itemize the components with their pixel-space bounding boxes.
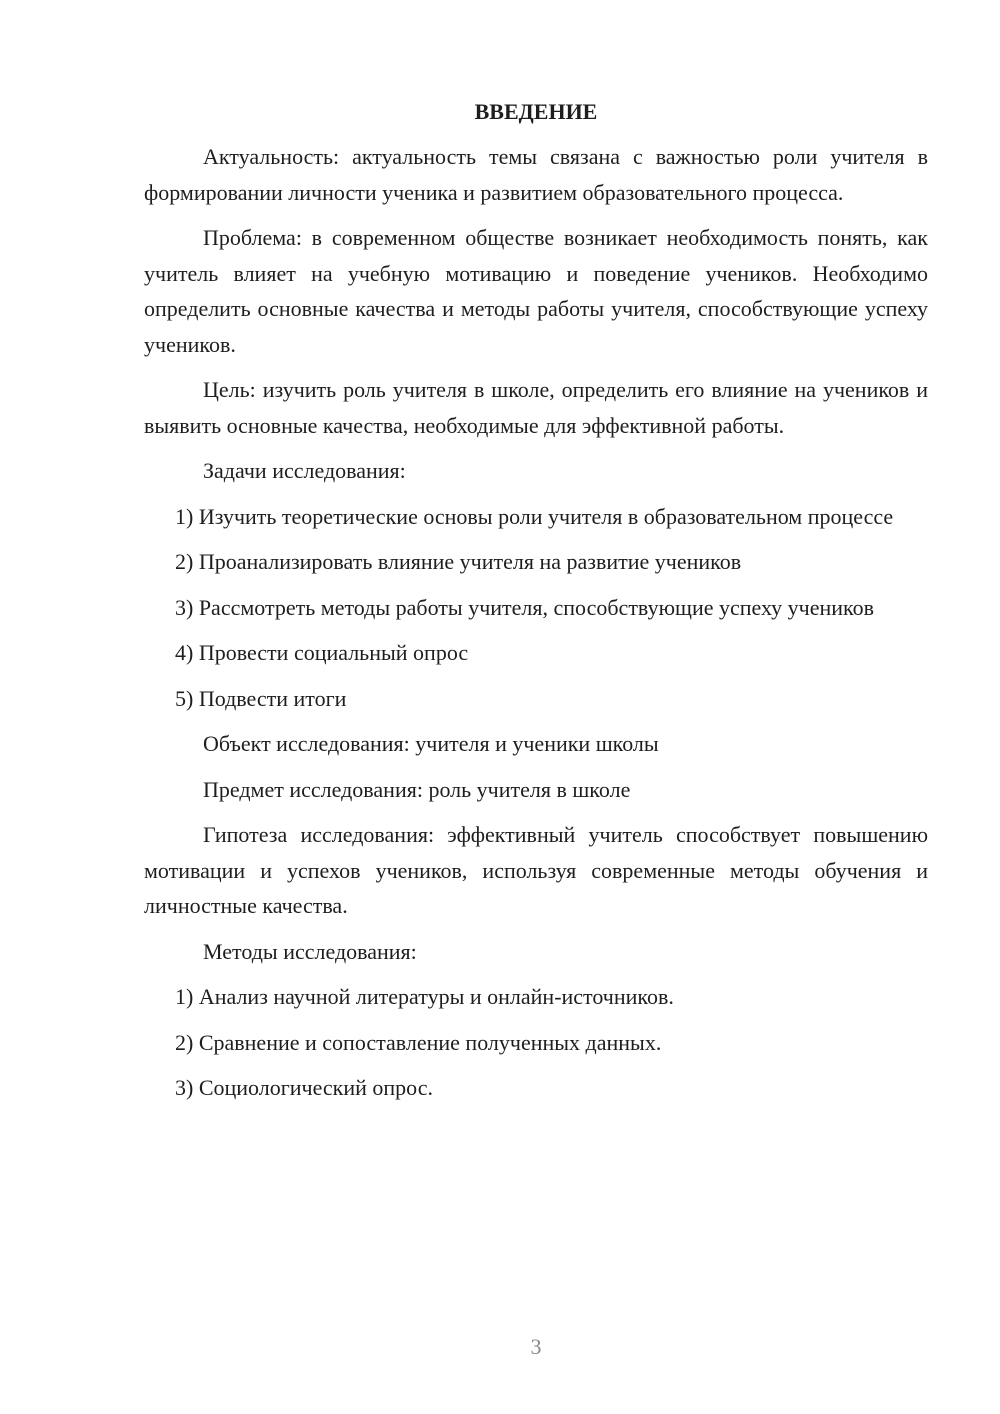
task-item-5: 5) Подвести итоги — [175, 685, 347, 711]
page-number: 3 — [530, 1334, 542, 1359]
object-paragraph: Объект исследования: учителя и ученики школы — [203, 731, 659, 756]
methods-title: Методы исследования: — [203, 938, 417, 964]
task-item-1: 1) Изучить теоретические основы роли учителя в образовательном процессе — [175, 503, 894, 529]
tasks-title: Задачи исследования: — [203, 458, 406, 483]
hypothesis-paragraph: Гипотеза исследования: эффективный учитель способствует повышению мотивации и успехов учеников, используя современные методы обучения и личностные качества. — [144, 822, 928, 918]
subject-paragraph: Предмет исследования: роль учителя в школе — [203, 776, 631, 802]
task-item-4: 4) Провести социальный опрос — [175, 640, 469, 665]
problem-paragraph: Проблема: в современном обществе возникает необходимость понять, как учитель влияет на учебную мотивацию и поведение учеников. Необходимо определить основные качества и методы работы учителя, способствующие успеху учеников. — [144, 225, 928, 357]
task-item-2: 2) Проанализировать влияние учителя на развитие учеников — [175, 549, 742, 574]
method-item-3: 3) Социологический опрос. — [175, 1075, 433, 1100]
section-heading: ВВЕДЕНИЕ — [474, 99, 598, 124]
method-item-1: 1) Анализ научной литературы и онлайн-источников. — [175, 984, 674, 1009]
goal-paragraph: Цель: изучить роль учителя в школе, определить его влияние на учеников и выявить основные качества, необходимые для эффективной работы. — [144, 377, 928, 438]
method-item-2: 2) Сравнение и сопоставление полученных данных. — [175, 1029, 662, 1055]
page-content — [144, 96, 928, 1116]
task-item-3: 3) Рассмотреть методы работы учителя, способствующие успеху учеников — [175, 594, 874, 620]
relevance-paragraph: Актуальность: актуальность темы связана с важностью роли учителя в формировании личности ученика и развитием образовательного процесса. — [144, 144, 928, 205]
